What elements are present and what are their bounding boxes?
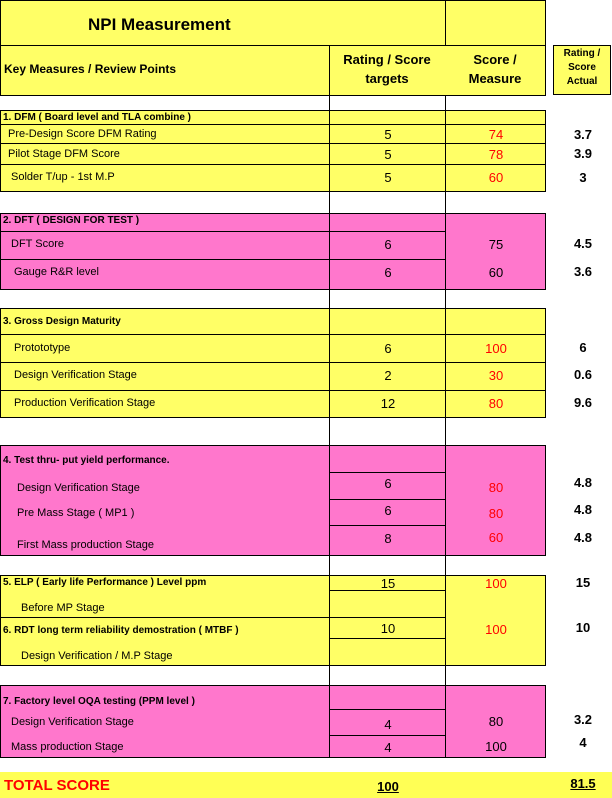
actual-value: 6 <box>579 340 587 355</box>
score-value: 100 <box>485 576 507 591</box>
row-label: DFT Score <box>11 238 64 250</box>
rating-value: 10 <box>380 621 396 636</box>
rating-value: 6 <box>384 503 392 518</box>
rating-value: 5 <box>384 147 392 162</box>
section-title: 5. ELP ( Early life Performance ) Level ppm <box>3 577 207 588</box>
score-value: 100 <box>485 739 507 754</box>
actual-value: 4.8 <box>573 502 593 517</box>
rating-value: 4 <box>384 717 392 732</box>
page-title: NPI Measurement <box>88 15 231 34</box>
score-value: 80 <box>488 480 504 495</box>
score-value: 80 <box>488 714 504 729</box>
rating-value: 4 <box>384 740 392 755</box>
actual-value: 3.2 <box>573 712 593 727</box>
actual-value: 4 <box>579 735 587 750</box>
actual-value: 4.8 <box>573 475 593 490</box>
row-label: Mass production Stage <box>11 741 124 753</box>
row-label: First Mass production Stage <box>17 539 154 551</box>
section-title: 4. Test thru- put yield performance. <box>3 455 170 466</box>
score-value: 74 <box>488 127 504 142</box>
actual-value: 15 <box>575 575 591 590</box>
score-value: 60 <box>488 530 504 545</box>
rating-value: 5 <box>384 170 392 185</box>
row-label: Design Verification Stage <box>17 482 140 494</box>
score-value: 100 <box>485 622 507 637</box>
rating-value: 6 <box>384 476 392 491</box>
section-title: 2. DFT ( DESIGN FOR TEST ) <box>3 215 140 226</box>
score-value: 80 <box>488 506 504 521</box>
rating-value: 5 <box>384 127 392 142</box>
actual-value: 10 <box>575 620 591 635</box>
row-label: Design Verification Stage <box>11 716 134 728</box>
rating-value: 6 <box>384 237 392 252</box>
column-header-rating: Rating / Score targets <box>343 52 431 86</box>
row-label: Production Verification Stage <box>14 397 156 409</box>
score-value: 60 <box>488 265 504 280</box>
row-label: Pilot Stage DFM Score <box>8 148 120 160</box>
row-label: Gauge R&R level <box>14 266 99 278</box>
actual-value: 4.8 <box>573 530 593 545</box>
rating-value: 2 <box>384 368 392 383</box>
column-header-key: Key Measures / Review Points <box>4 62 177 76</box>
row-label: Solder T/up - 1st M.P <box>11 171 115 183</box>
rating-value: 6 <box>384 341 392 356</box>
score-value: 100 <box>485 341 507 356</box>
score-value: 30 <box>488 368 504 383</box>
score-value: 80 <box>488 396 504 411</box>
score-value: 60 <box>488 170 504 185</box>
row-label: Protototype <box>14 342 71 354</box>
row-label: Before MP Stage <box>21 602 105 614</box>
row-label: Pre Mass Stage ( MP1 ) <box>17 507 135 519</box>
row-label: Design Verification / M.P Stage <box>21 650 173 662</box>
column-header-score: Score / Measure <box>468 52 522 86</box>
title-row <box>0 0 546 46</box>
actual-value: 0.6 <box>573 367 593 382</box>
score-value: 75 <box>488 237 504 252</box>
section-title: 6. RDT long term reliability demostration ( MTBF ) <box>3 625 239 636</box>
row-label: Design Verification Stage <box>14 369 137 381</box>
actual-value: 3.9 <box>573 146 593 161</box>
rating-value: 12 <box>380 396 396 411</box>
row-label: Pre-Design Score DFM Rating <box>8 128 157 140</box>
actual-value: 3 <box>579 170 587 185</box>
actual-value: 4.5 <box>573 236 593 251</box>
section-title: 7. Factory level OQA testing (PPM level ) <box>3 696 195 707</box>
total-label: TOTAL SCORE <box>4 777 110 794</box>
total-actual: 81.5 <box>570 776 596 791</box>
rating-value: 15 <box>380 576 396 591</box>
actual-value: 3.7 <box>573 127 593 142</box>
score-value: 78 <box>488 147 504 162</box>
rating-value: 8 <box>384 531 392 546</box>
actual-value: 3.6 <box>573 264 593 279</box>
actual-value: 9.6 <box>573 395 593 410</box>
section-title: 3. Gross Design Maturity <box>3 316 121 327</box>
total-rating: 100 <box>377 779 399 794</box>
rating-value: 6 <box>384 265 392 280</box>
section-title: 1. DFM ( Board level and TLA combine ) <box>3 112 191 123</box>
